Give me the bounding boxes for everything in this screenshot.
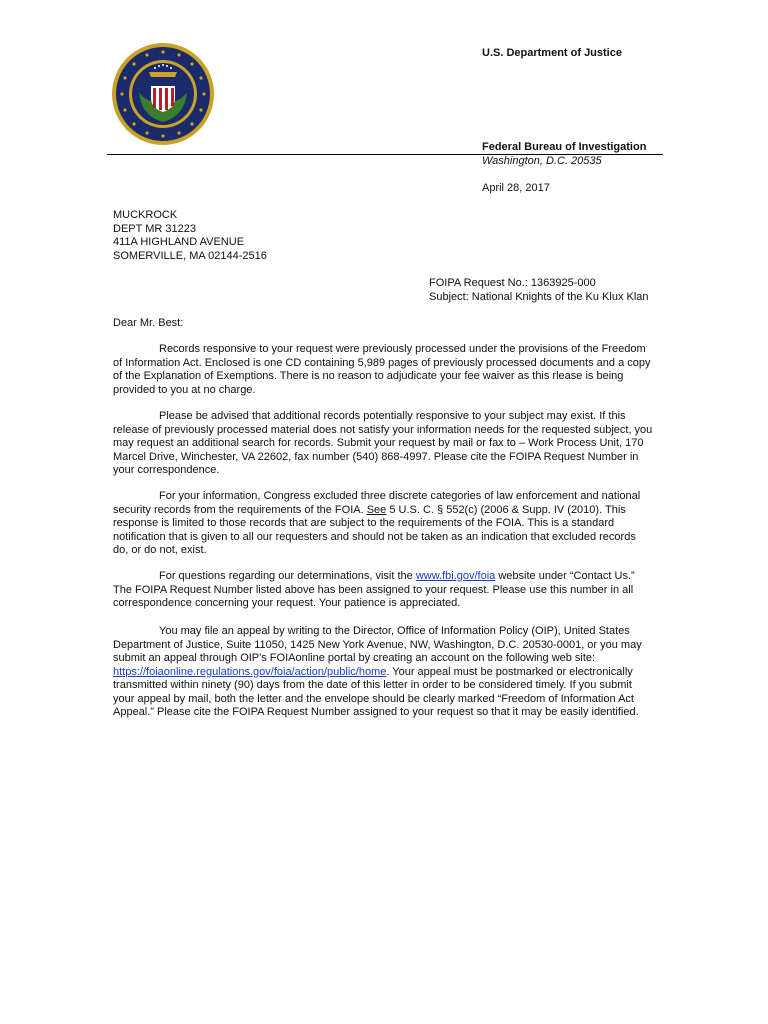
paragraph-text: For questions regarding our determinations, visit the (159, 570, 416, 582)
request-subject: Subject: National Knights of the Ku Klux Klan (429, 290, 649, 303)
address-line: SOMERVILLE, MA 02144-2516 (113, 249, 267, 262)
salutation: Dear Mr. Best: (113, 317, 184, 329)
recipient-address (113, 209, 267, 263)
fbi-foia-link[interactable]: www.fbi.gov/foia (415, 570, 496, 582)
request-number: FOIPA Request No.: 1363925-000 (429, 277, 596, 289)
see-citation: See (366, 503, 387, 516)
paragraph-questions (113, 570, 654, 611)
paragraph-exclusions (113, 490, 654, 558)
paragraph-appeal (113, 625, 654, 720)
department-name: U.S. Department of Justice (482, 47, 622, 59)
bureau-name: Federal Bureau of Investigation (482, 141, 647, 153)
paragraph-text: You may file an appeal by writing to the Director, Office of Information Policy (OIP), United States Department of Justice, Suite 11050, 1425 New York Avenue, NW, Washington, D.C. 20530-0001, or you may submit an appeal through OIP's FOIAonline portal by creating an account on the following web site: (113, 625, 642, 664)
paragraph-text: For your information, Congress excluded three discrete categories of law enforcement and national security records from the requirements of the FOIA. (113, 490, 641, 516)
reference-block (429, 277, 649, 304)
bureau-location: Washington, D.C. 20535 (482, 155, 602, 167)
paragraph-additional-records: Please be advised that additional records potentially responsive to your subject may exist. If this release of previously processed material does not satisfy your information needs for the requested subject, you may request an additional search for records. Submit your request by mail or fax to – Work Process Unit, 170 Marcel Drive, Winchester, VA 22602, fax number (540) 868-4997. Please cite the FOIPA Request Number in your correspondence. (113, 410, 653, 476)
foiaonline-link[interactable]: https://foiaonline.regulations.gov/foia/action/public/home (113, 665, 387, 678)
address-line: MUCKROCK (113, 209, 178, 221)
address-line: 411A HIGHLAND AVENUE (113, 236, 245, 248)
paragraph-text: website under “Contact Us.” The FOIPA Request Number listed above has been assigned to your request. Please use this number in all correspondence concerning your request. Your patience is appreciated. (113, 570, 635, 609)
paragraph-text: . Your appeal must be postmarked or electronically transmitted within ninety (90) days from the date of this letter in order to be considered timely. If you submit your appeal by mail, both the letter and the envelope should be clearly marked “Freedom of Information Act Appeal.” Please cite the FOIPA Request Number assigned to your request so that it may be easily identified. (113, 665, 639, 718)
address-line: DEPT MR 31223 (113, 222, 196, 235)
paragraph-records: Records responsive to your request were previously processed under the provisions of the Freedom of Information Act. Enclosed is one CD containing 5,989 pages of previously processed documents and a copy of the Explanation of Exemptions. There is no reason to adjudicate your fee waiver as this rlease is being provided to you at no charge. (113, 343, 651, 396)
paragraph-text: 5 U.S. C. § 552(c) (2006 & Supp. IV (2010). This response is limited to those records that are subject to the requirements of the FOIA. This is a standard notification that is given to all our requesters and should not be taken as an indication that excluded records do, or do not, exist. (113, 503, 636, 556)
fbi-seal-icon (111, 42, 215, 146)
letter-date: April 28, 2017 (482, 182, 550, 194)
